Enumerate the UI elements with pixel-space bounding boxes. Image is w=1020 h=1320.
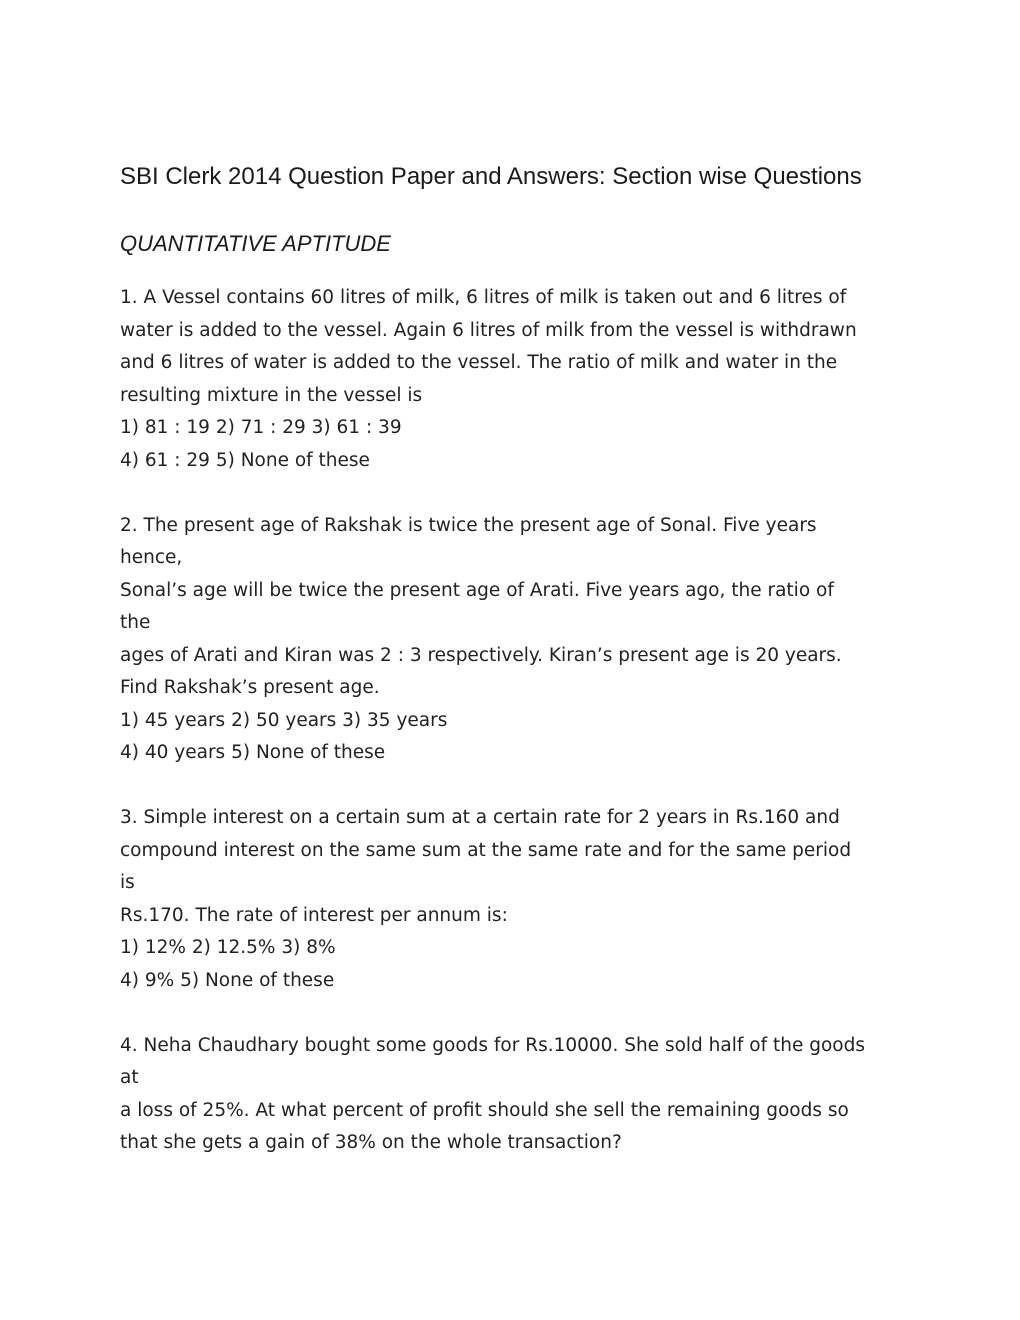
question-line: hence, xyxy=(120,547,183,568)
answer-options: 4) 40 years 5) None of these xyxy=(120,742,386,763)
question-line: that she gets a gain of 38% on the whole transaction? xyxy=(120,1132,622,1153)
question-line: 1. A Vessel contains 60 litres of milk, 6 litres of milk is taken out and 6 litres of xyxy=(120,287,847,308)
question-line: water is added to the vessel. Again 6 litres of milk from the vessel is withdrawn xyxy=(120,319,857,341)
question-line: Sonal’s age will be twice the present age of Arati. Five years ago, the ratio of xyxy=(120,579,834,601)
question-list xyxy=(120,282,910,1160)
document-page xyxy=(120,160,910,1192)
question-3 xyxy=(120,802,910,997)
answer-options: 1) 45 years 2) 50 years 3) 35 years xyxy=(120,709,448,731)
question-1 xyxy=(120,282,910,477)
question-line: resulting mixture in the vessel is xyxy=(120,384,423,406)
question-line: Find Rakshak’s present age. xyxy=(120,677,380,698)
question-line: ages of Arati and Kiran was 2 : 3 respectively. Kiran’s present age is 20 years. xyxy=(120,644,842,666)
question-line: 3. Simple interest on a certain sum at a certain rate for 2 years in Rs.160 and xyxy=(120,807,840,828)
question-line: and 6 litres of water is added to the vessel. The ratio of milk and water in the xyxy=(120,352,838,373)
answer-options: 4) 61 : 29 5) None of these xyxy=(120,449,370,471)
question-line: a loss of 25%. At what percent of profit should she sell the remaining goods so xyxy=(120,1099,849,1121)
answer-options: 1) 12% 2) 12.5% 3) 8% xyxy=(120,937,336,958)
question-line: Rs.170. The rate of interest per annum is: xyxy=(120,904,508,926)
question-line: at xyxy=(120,1067,139,1088)
document-title: SBI Clerk 2014 Question Paper and Answers: Section wise Questions xyxy=(120,163,862,190)
question-2 xyxy=(120,510,910,770)
answer-options: 4) 9% 5) None of these xyxy=(120,969,335,991)
question-line: 2. The present age of Rakshak is twice the present age of Sonal. Five years xyxy=(120,514,817,536)
question-line: 4. Neha Chaudhary bought some goods for Rs.10000. She sold half of the goods xyxy=(120,1034,865,1056)
section-heading: QUANTITATIVE APTITUDE xyxy=(120,231,391,256)
question-line: the xyxy=(120,612,151,633)
question-line: compound interest on the same sum at the same rate and for the same period xyxy=(120,839,852,861)
answer-options: 1) 81 : 19 2) 71 : 29 3) 61 : 39 xyxy=(120,417,402,438)
question-4 xyxy=(120,1030,910,1160)
question-line: is xyxy=(120,872,135,893)
